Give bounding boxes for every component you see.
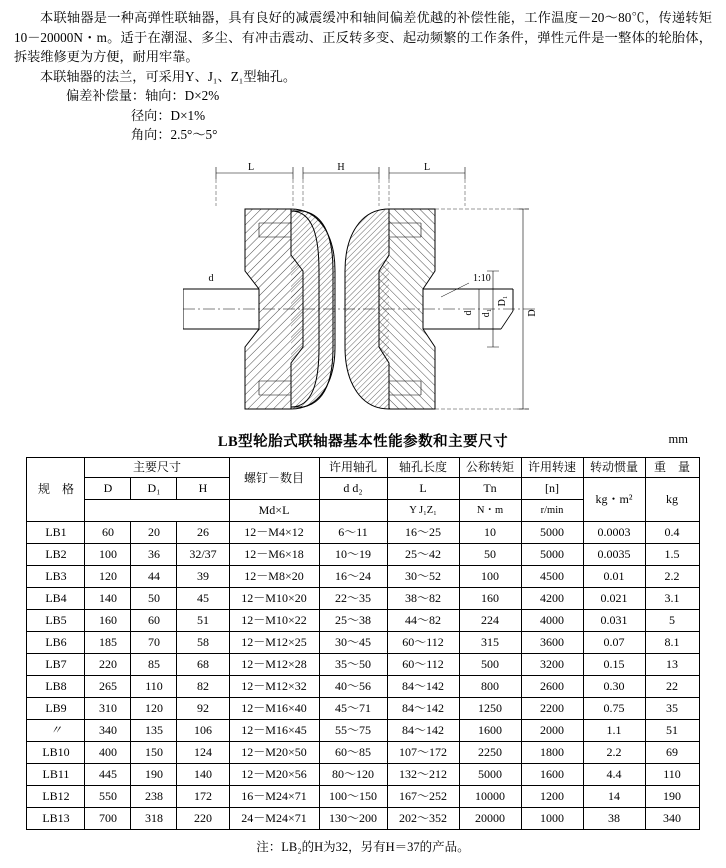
table-unit-label: mm — [668, 431, 688, 446]
cell-D1: 150 — [131, 741, 177, 763]
cell-speed: 3600 — [521, 631, 583, 653]
sym-Tn: Tn — [459, 477, 521, 499]
cell-D1: 50 — [131, 587, 177, 609]
cell-inertia: 0.75 — [583, 697, 645, 719]
cell-len: 44～82 — [387, 609, 459, 631]
cell-D1: 318 — [131, 807, 177, 829]
cell-len: 25～42 — [387, 543, 459, 565]
cell-spec: LB13 — [27, 807, 85, 829]
sym-L: L — [387, 477, 459, 499]
tolerance-line-axial: 轴向：D×2% — [145, 88, 220, 103]
cell-H: 140 — [177, 763, 229, 785]
table-row — [27, 697, 699, 719]
cell-speed: 2600 — [521, 675, 583, 697]
cell-H: 82 — [177, 675, 229, 697]
cell-H: 32/37 — [177, 543, 229, 565]
table-header-symbol-row — [27, 477, 699, 499]
cell-bore: 55～75 — [319, 719, 387, 741]
dim-label-taper: 1:10 — [473, 272, 491, 284]
cell-torque: 224 — [459, 609, 521, 631]
cell-screw: 12－M12×32 — [229, 675, 319, 697]
cell-screw: 24－M24×71 — [229, 807, 319, 829]
cell-speed: 2000 — [521, 719, 583, 741]
cell-weight: 51 — [645, 719, 699, 741]
cell-spec: 〃 — [27, 719, 85, 741]
cell-bore: 60～85 — [319, 741, 387, 763]
cell-D1: 70 — [131, 631, 177, 653]
dim-label-H: H — [337, 161, 345, 173]
cell-speed: 1800 — [521, 741, 583, 763]
cell-weight: 69 — [645, 741, 699, 763]
cell-D: 550 — [85, 785, 131, 807]
cell-spec: LB11 — [27, 763, 85, 785]
cell-inertia: 38 — [583, 807, 645, 829]
unit-speed: r/min — [521, 499, 583, 521]
table-row — [27, 763, 699, 785]
cell-len: 202～352 — [387, 807, 459, 829]
cell-screw: 12－M16×45 — [229, 719, 319, 741]
cell-inertia: 0.07 — [583, 631, 645, 653]
cell-D1: 85 — [131, 653, 177, 675]
cell-H: 92 — [177, 697, 229, 719]
cell-bore: 35～50 — [319, 653, 387, 675]
cell-len: 30～52 — [387, 565, 459, 587]
drawing-svg — [183, 151, 543, 426]
cell-weight: 13 — [645, 653, 699, 675]
cell-D: 400 — [85, 741, 131, 763]
unit-screw: Md×L — [229, 499, 319, 521]
intro-paragraph-2: 本联轴器的法兰，可采用Y、J₁、Z₁型轴孔。 — [40, 68, 297, 84]
cell-D1: 120 — [131, 697, 177, 719]
table-footnote: 注：LB₂的H为32，另有H＝37的产品。 — [256, 839, 470, 854]
cell-D: 700 — [85, 807, 131, 829]
cell-speed: 4200 — [521, 587, 583, 609]
table-header-group-row — [27, 457, 699, 477]
cell-speed: 5000 — [521, 543, 583, 565]
cell-torque: 1600 — [459, 719, 521, 741]
cell-D1: 36 — [131, 543, 177, 565]
cell-D: 100 — [85, 543, 131, 565]
cell-torque: 500 — [459, 653, 521, 675]
table-row — [27, 807, 699, 829]
cell-bore: 130～200 — [319, 807, 387, 829]
table-caption-text: LB型轮胎式联轴器基本性能参数和主要尺寸 — [217, 433, 509, 450]
cell-D: 120 — [85, 565, 131, 587]
cell-speed: 2200 — [521, 697, 583, 719]
cell-spec: LB2 — [27, 543, 85, 565]
cell-len: 60～112 — [387, 631, 459, 653]
table-row — [27, 609, 699, 631]
cell-weight: 8.1 — [645, 631, 699, 653]
header-nominal-torque: 公称转矩 — [459, 457, 521, 477]
cell-H: 45 — [177, 587, 229, 609]
cell-screw: 12－M16×40 — [229, 697, 319, 719]
cell-screw: 12－M8×20 — [229, 565, 319, 587]
cell-H: 51 — [177, 609, 229, 631]
cell-bore: 25～38 — [319, 609, 387, 631]
cell-weight: 340 — [645, 807, 699, 829]
cell-inertia: 14 — [583, 785, 645, 807]
sym-n: [n] — [521, 477, 583, 499]
cell-screw: 12－M4×12 — [229, 521, 319, 543]
cell-H: 58 — [177, 631, 229, 653]
cell-inertia: 2.2 — [583, 741, 645, 763]
cell-H: 124 — [177, 741, 229, 763]
coupling-assembly-drawing — [183, 151, 543, 426]
cell-len: 84～142 — [387, 675, 459, 697]
sym-inertia-unit: kg・m² — [583, 477, 645, 521]
sym-H: H — [177, 477, 229, 499]
tolerance-line-angular: 角向：2.5°～5° — [131, 127, 218, 142]
table-row — [27, 653, 699, 675]
cell-bore: 40～56 — [319, 675, 387, 697]
table-row — [27, 521, 699, 543]
cell-torque: 50 — [459, 543, 521, 565]
cell-D: 265 — [85, 675, 131, 697]
cell-len: 107～172 — [387, 741, 459, 763]
cell-speed: 3200 — [521, 653, 583, 675]
cell-torque: 2250 — [459, 741, 521, 763]
cell-D1: 60 — [131, 609, 177, 631]
cell-speed: 1000 — [521, 807, 583, 829]
table-row — [27, 587, 699, 609]
table-row — [27, 675, 699, 697]
cell-inertia: 0.15 — [583, 653, 645, 675]
cell-spec: LB9 — [27, 697, 85, 719]
tolerance-line-radial: 径向：D×1% — [131, 107, 206, 123]
table-row — [27, 543, 699, 565]
sym-D: D — [85, 477, 131, 499]
cell-D: 340 — [85, 719, 131, 741]
unit-bore-length: Y J₁Z₁ — [387, 499, 459, 521]
cell-spec: LB3 — [27, 565, 85, 587]
cell-spec: LB5 — [27, 609, 85, 631]
cell-len: 84～142 — [387, 719, 459, 741]
cell-len: 132～212 — [387, 763, 459, 785]
cell-bore: 6～11 — [319, 521, 387, 543]
cell-bore: 30～45 — [319, 631, 387, 653]
cell-bore: 100～150 — [319, 785, 387, 807]
unit-torque: N・m — [459, 499, 521, 521]
cell-D: 220 — [85, 653, 131, 675]
cell-H: 39 — [177, 565, 229, 587]
cell-spec: LB8 — [27, 675, 85, 697]
cell-D: 445 — [85, 763, 131, 785]
tolerance-title: 偏差补偿量： — [66, 88, 146, 103]
cell-weight: 3.1 — [645, 587, 699, 609]
cell-torque: 10 — [459, 521, 521, 543]
cell-bore: 45～71 — [319, 697, 387, 719]
sym-D1: D₁ — [131, 477, 177, 499]
cell-screw: 12－M6×18 — [229, 543, 319, 565]
header-main-dims: 主要尺寸 — [85, 457, 229, 477]
table-row — [27, 631, 699, 653]
spec-table — [26, 457, 699, 830]
cell-inertia: 0.0035 — [583, 543, 645, 565]
cell-screw: 12－M20×50 — [229, 741, 319, 763]
cell-D: 160 — [85, 609, 131, 631]
cell-D1: 20 — [131, 521, 177, 543]
table-row — [27, 565, 699, 587]
cell-D1: 238 — [131, 785, 177, 807]
cell-weight: 5 — [645, 609, 699, 631]
cell-spec: LB1 — [27, 521, 85, 543]
cell-len: 16～25 — [387, 521, 459, 543]
cell-H: 68 — [177, 653, 229, 675]
cell-D1: 135 — [131, 719, 177, 741]
cell-D: 185 — [85, 631, 131, 653]
cell-weight: 22 — [645, 675, 699, 697]
cell-H: 26 — [177, 521, 229, 543]
cell-screw: 16－M24×71 — [229, 785, 319, 807]
cell-weight: 190 — [645, 785, 699, 807]
cell-screw: 12－M20×56 — [229, 763, 319, 785]
cell-weight: 2.2 — [645, 565, 699, 587]
cell-H: 172 — [177, 785, 229, 807]
header-allowed-speed: 许用转速 — [521, 457, 583, 477]
cell-weight: 1.5 — [645, 543, 699, 565]
table-caption — [14, 430, 712, 451]
cell-bore: 16～24 — [319, 565, 387, 587]
cell-len: 38～82 — [387, 587, 459, 609]
table-row — [27, 785, 699, 807]
intro-paragraph-1: 本联轴器是一种高弹性联轴器，具有良好的减震缓冲和轴间偏差优越的补偿性能，工作温度－20～80℃，传递转矩10－20000N・m。适于在潮湿、多尘、有冲击震动、正反转多变、起动频繁的工作条件，弹性元件是一整体的轮胎体，拆装维修更为方便，耐用牢靠。 — [14, 10, 712, 64]
cell-torque: 1250 — [459, 697, 521, 719]
cell-spec: LB10 — [27, 741, 85, 763]
cell-speed: 5000 — [521, 521, 583, 543]
cell-spec: LB4 — [27, 587, 85, 609]
cell-screw: 12－M12×28 — [229, 653, 319, 675]
cell-D: 310 — [85, 697, 131, 719]
cell-torque: 160 — [459, 587, 521, 609]
dim-label-L-right: L — [423, 161, 431, 173]
cell-weight: 0.4 — [645, 521, 699, 543]
cell-inertia: 0.031 — [583, 609, 645, 631]
cell-torque: 100 — [459, 565, 521, 587]
dim-label-D1: D₁ — [497, 295, 508, 306]
cell-bore: 22～35 — [319, 587, 387, 609]
cell-speed: 1600 — [521, 763, 583, 785]
cell-inertia: 0.021 — [583, 587, 645, 609]
header-bore-length: 轴孔长度 — [387, 457, 459, 477]
header-weight: 重 量 — [645, 457, 699, 477]
cell-torque: 5000 — [459, 763, 521, 785]
unit-main-dims-blank — [85, 499, 229, 521]
cell-D: 60 — [85, 521, 131, 543]
dim-label-D: D — [527, 308, 538, 317]
cell-len: 84～142 — [387, 697, 459, 719]
dim-label-d1: d₁ — [481, 308, 492, 317]
cell-D1: 44 — [131, 565, 177, 587]
unit-bore-blank — [319, 499, 387, 521]
cell-weight: 110 — [645, 763, 699, 785]
cell-speed: 4500 — [521, 565, 583, 587]
sym-weight-unit: kg — [645, 477, 699, 521]
dim-label-d-left: d — [208, 272, 214, 284]
header-spec: 规 格 — [27, 457, 85, 521]
cell-torque: 20000 — [459, 807, 521, 829]
cell-D1: 110 — [131, 675, 177, 697]
cell-spec: LB7 — [27, 653, 85, 675]
header-screw-count: 螺钉－数目 — [229, 457, 319, 499]
cell-inertia: 0.30 — [583, 675, 645, 697]
cell-torque: 10000 — [459, 785, 521, 807]
table-body — [27, 521, 699, 829]
dim-label-L-left: L — [247, 161, 255, 173]
header-inertia: 转动惯量 — [583, 457, 645, 477]
cell-weight: 35 — [645, 697, 699, 719]
cell-len: 60～112 — [387, 653, 459, 675]
cell-speed: 4000 — [521, 609, 583, 631]
cell-torque: 315 — [459, 631, 521, 653]
cell-H: 220 — [177, 807, 229, 829]
cell-screw: 12－M12×25 — [229, 631, 319, 653]
cell-spec: LB12 — [27, 785, 85, 807]
cell-torque: 800 — [459, 675, 521, 697]
cell-len: 167～252 — [387, 785, 459, 807]
cell-D1: 190 — [131, 763, 177, 785]
table-row — [27, 741, 699, 763]
cell-spec: LB6 — [27, 631, 85, 653]
cell-D: 140 — [85, 587, 131, 609]
cell-bore: 80～120 — [319, 763, 387, 785]
cell-bore: 10～19 — [319, 543, 387, 565]
header-allowed-bore: 许用轴孔 — [319, 457, 387, 477]
cell-inertia: 4.4 — [583, 763, 645, 785]
cell-speed: 1200 — [521, 785, 583, 807]
cell-screw: 12－M10×22 — [229, 609, 319, 631]
sym-bore: d d₂ — [319, 477, 387, 499]
cell-inertia: 0.01 — [583, 565, 645, 587]
cell-inertia: 0.0003 — [583, 521, 645, 543]
cell-screw: 12－M10×20 — [229, 587, 319, 609]
cell-H: 106 — [177, 719, 229, 741]
tolerance-block — [14, 86, 712, 145]
cell-inertia: 1.1 — [583, 719, 645, 741]
dim-label-d-right: d — [463, 310, 474, 315]
table-row — [27, 719, 699, 741]
